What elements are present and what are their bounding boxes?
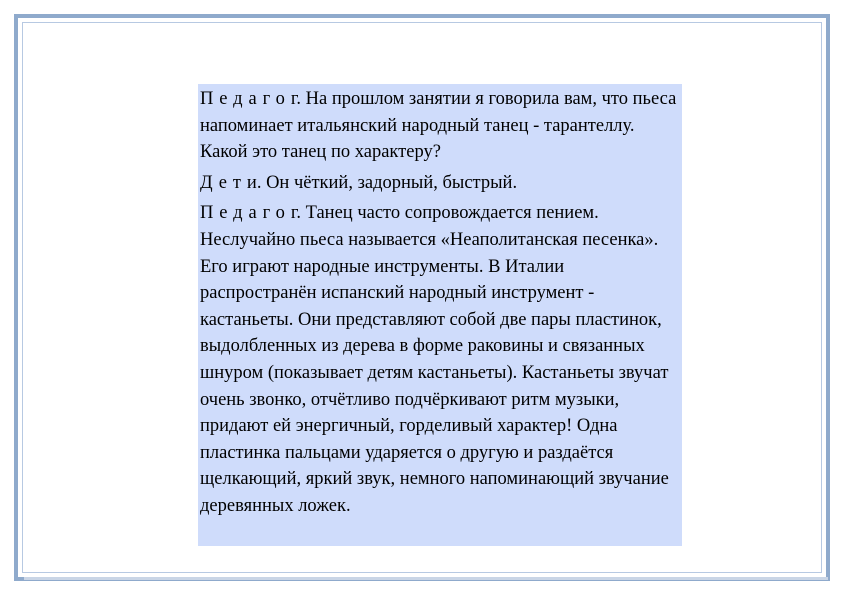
- dialogue-text-box: [198, 84, 682, 546]
- speaker-label-end: г: [290, 89, 297, 109]
- slide-frame-shadow: [24, 577, 828, 580]
- paragraph-teacher-2: [200, 200, 678, 519]
- speaker-label-end: г: [290, 203, 297, 224]
- paragraph-text: . На прошлом занятии я говорила вам, что пьеса напоминает итальянский народный танец - тарантеллу. Какой это танец по характеру?: [200, 89, 677, 163]
- paragraph-text: . Он чёткий, задорный, быстрый.: [256, 172, 518, 193]
- speaker-label: Педаго: [200, 203, 291, 224]
- speaker-label: Дет: [200, 172, 247, 193]
- speaker-label: Педаго: [200, 89, 291, 109]
- speaker-label-end: и: [246, 172, 257, 193]
- paragraph-teacher-1: [200, 86, 678, 166]
- paragraph-text: . Танец часто сопровождается пением. Неслучайно пьеса называется «Неаполитанская песенка». Его играют народные инструменты. В Италии распространён испанский народный инструмент - кастаньеты. Они представляют собой две пары пластинок, выдолбленных из дерева в форме раковины и связанных шнуром (показывает детям кастаньеты). Кастаньеты звучат очень звонко, отчётливо подчёркивают ритм музыки, придают ей энергичный, горделивый характер! Одна пластинка пальцами ударяется о другую и раздаётся щелкающий, яркий звук, немного напоминающий звучание деревянных ложек.: [200, 203, 669, 516]
- paragraph-children: [200, 170, 678, 197]
